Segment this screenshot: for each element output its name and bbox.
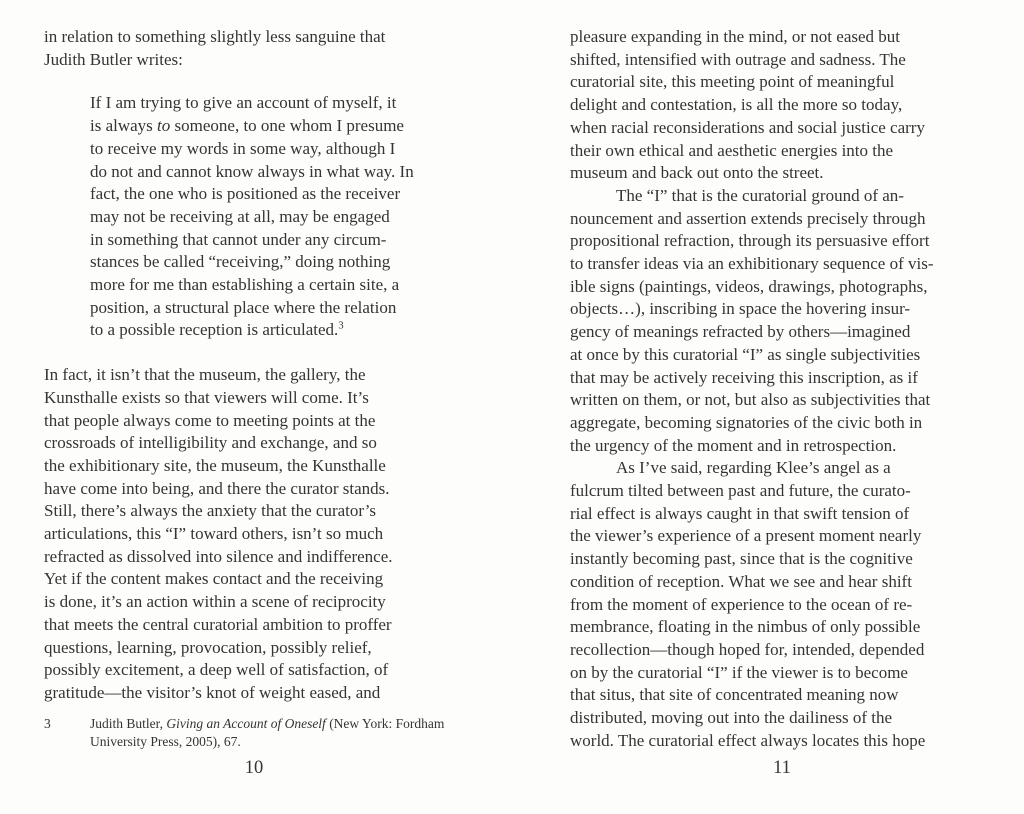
- text-line: articulations, this “I” toward others, isn’t so much: [44, 524, 384, 544]
- text-line: possibly excitement, a deep well of satisfaction, of: [44, 660, 389, 680]
- text-line: that may be actively receiving this inscription, as if: [570, 367, 918, 387]
- page-left: [44, 26, 464, 751]
- text-line: distributed, moving out into the dailiness of the: [570, 708, 893, 728]
- text-line: Judith Butler writes:: [44, 49, 183, 69]
- text-line: fact, the one who is positioned as the receiver: [90, 184, 401, 204]
- text-line: to transfer ideas via an exhibitionary sequence of vis-: [570, 254, 934, 274]
- text-line: do not and cannot know always in what way. In: [90, 161, 414, 181]
- text-line: crossroads of intelligibility and exchange, and so: [44, 433, 377, 453]
- paragraph-main: [44, 364, 464, 705]
- text-line: Yet if the content makes contact and the receiving: [44, 569, 384, 589]
- text-line: position, a structural place where the relation: [90, 297, 397, 317]
- blockquote-butler: [90, 92, 464, 342]
- text-line: in something that cannot under any circum-: [90, 229, 387, 249]
- text-line: museum and back out onto the street.: [570, 163, 824, 183]
- text-line: Judith Butler, Giving an Account of Oneself (New York: Fordham: [90, 715, 445, 731]
- text-line: pleasure expanding in the mind, or not eased but: [570, 27, 900, 46]
- page-number-left: 10: [244, 758, 264, 778]
- text-line: from the moment of experience to the ocean of re-: [570, 594, 913, 614]
- text-line: that people always come to meeting points at the: [44, 410, 376, 430]
- text-line: that meets the central curatorial ambition to proffer: [44, 614, 392, 634]
- text-line: the urgency of the moment and in retrospection.: [570, 435, 897, 455]
- text-line: Still, there’s always the anxiety that the curator’s: [44, 501, 377, 521]
- paragraph-continuation: [570, 26, 994, 185]
- text-line: Kunsthalle exists so that viewers will come. It’s: [44, 387, 369, 407]
- paragraph-intro: [44, 26, 464, 71]
- text-line: that situs, that site of concentrated meaning now: [570, 685, 899, 705]
- text-line: instantly becoming past, since that is the cognitive: [570, 549, 913, 569]
- text-line: If I am trying to give an account of myself, it: [90, 93, 397, 113]
- text-line: written on them, or not, but also as subjectivities that: [570, 390, 931, 410]
- text-line: to a possible reception is articulated.$^3$: [90, 320, 344, 340]
- text-line: nouncement and assertion extends precisely through: [570, 208, 926, 228]
- text-line: recollection—though hoped for, intended, depended: [570, 639, 925, 659]
- footnote-text: [90, 715, 464, 751]
- text-line: their own ethical and aesthetic energies into the: [570, 140, 894, 160]
- text-line: have come into being, and there the curator stands.: [44, 478, 390, 498]
- page-right: [570, 26, 994, 753]
- text-line: the exhibitionary site, the museum, the Kunsthalle: [44, 455, 386, 475]
- text-line: on by the curatorial “I” if the viewer is to become: [570, 662, 908, 682]
- text-line: when racial reconsiderations and social justice carry: [570, 117, 925, 137]
- text-line: aggregate, becoming signatories of the civic both in: [570, 412, 923, 432]
- text-line: In fact, it isn’t that the museum, the gallery, the: [44, 365, 366, 385]
- text-line: questions, learning, provocation, possibly relief,: [44, 637, 372, 657]
- text-line: The “I” that is the curatorial ground of an-: [616, 185, 904, 205]
- text-line: is done, it’s an action within a scene of reciprocity: [44, 592, 386, 612]
- page-number-right: 11: [773, 758, 791, 778]
- text-line: membrance, floating in the nimbus of only possible: [570, 617, 921, 637]
- footnote: [44, 715, 464, 751]
- text-line: gratitude—the visitor’s knot of weight eased, and: [44, 682, 381, 702]
- text-line: is always to someone, to one whom I presume: [90, 116, 404, 136]
- text-line: at once by this curatorial “I” as single subjectivities: [570, 344, 921, 364]
- text-line: objects…), inscribing in space the hovering insur-: [570, 299, 911, 319]
- text-line: in relation to something slightly less sanguine that: [44, 27, 386, 46]
- text-line: the viewer’s experience of a present moment nearly: [570, 526, 922, 546]
- text-line: fulcrum tilted between past and future, the curato-: [570, 481, 911, 501]
- text-line: delight and contestation, is all the more so today,: [570, 95, 903, 115]
- text-line: stances be called “receiving,” doing nothing: [90, 252, 391, 272]
- text-line: rial effect is always caught in that swift tension of: [570, 503, 910, 523]
- text-line: to receive my words in some way, although I: [90, 138, 396, 158]
- text-line: may not be receiving at all, may be engaged: [90, 206, 390, 226]
- text-line: refracted as dissolved into silence and indifference.: [44, 546, 393, 566]
- text-line: condition of reception. What we see and hear shift: [570, 571, 912, 591]
- text-line: ible signs (paintings, videos, drawings, photographs,: [570, 276, 928, 296]
- text-line: more for me than establishing a certain site, a: [90, 275, 400, 295]
- paragraph-klees-angel: [570, 457, 994, 752]
- text-line: gency of meanings refracted by others—imagined: [570, 322, 911, 342]
- footnote-number: 3: [44, 715, 51, 731]
- text-line: world. The curatorial effect always locates this hope: [570, 730, 926, 750]
- text-line: University Press, 2005), 67.: [90, 733, 241, 749]
- text-line: As I’ve said, regarding Klee’s angel as a: [616, 458, 891, 478]
- paragraph-curatorial-ground: [570, 185, 994, 457]
- text-line: propositional refraction, through its persuasive effort: [570, 231, 930, 251]
- text-line: curatorial site, this meeting point of meaningful: [570, 72, 895, 92]
- text-line: shifted, intensified with outrage and sadness. The: [570, 49, 906, 69]
